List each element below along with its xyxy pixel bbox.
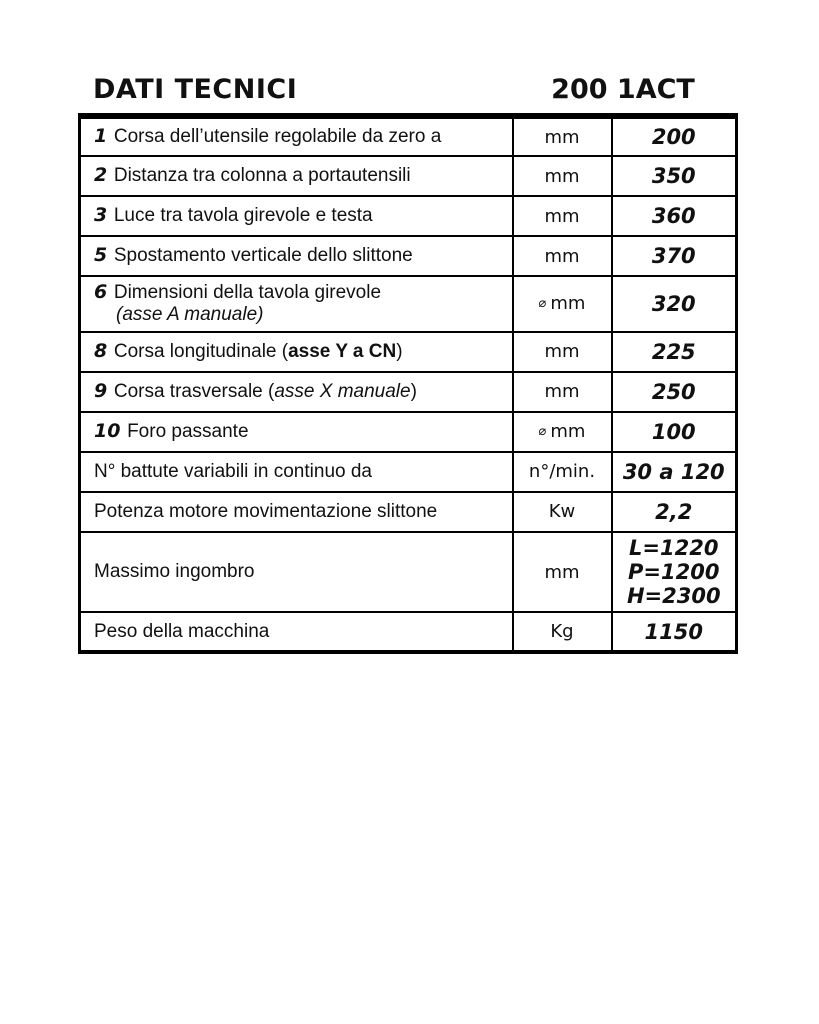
unit-label: mm xyxy=(550,293,586,315)
unit-label: mm xyxy=(544,341,580,363)
spec-row xyxy=(80,372,737,412)
unit-cell xyxy=(513,612,612,652)
page-title: DATI TECNICI xyxy=(93,74,298,105)
unit-cell xyxy=(513,156,612,196)
value-line: 100 xyxy=(651,419,696,444)
description-segment: 3 xyxy=(94,204,114,227)
value-cell xyxy=(612,612,737,652)
spec-description xyxy=(80,412,513,452)
description-segment: N° battute variabili in continuo da xyxy=(94,460,372,482)
spec-description xyxy=(80,156,513,196)
unit-cell xyxy=(513,452,612,492)
unit-label: mm xyxy=(544,126,580,148)
spec-description xyxy=(80,612,513,652)
description-segment: Dimensioni della tavola girevole xyxy=(113,282,382,303)
description-segment: asse Y a CN xyxy=(288,341,397,363)
value-line: L=1220 xyxy=(629,535,719,560)
description-segment: Corsa longitudinale ( xyxy=(113,341,289,363)
unit-cell xyxy=(513,532,612,612)
spec-row xyxy=(80,156,737,196)
spec-description xyxy=(80,196,513,236)
value-cell xyxy=(612,156,737,196)
spec-row xyxy=(80,276,737,332)
description-segment: ) xyxy=(396,341,403,363)
spec-table xyxy=(78,113,738,654)
unit-cell xyxy=(513,492,612,532)
unit-label: n°/min. xyxy=(528,461,596,483)
spec-description xyxy=(80,452,513,492)
value-line: 350 xyxy=(651,163,696,188)
value-line: 225 xyxy=(651,339,696,364)
spec-description xyxy=(80,276,513,332)
description-segment: 6 xyxy=(94,281,114,303)
diameter-icon: ⌀ xyxy=(538,296,547,312)
description-segment: 2 xyxy=(94,164,114,187)
spec-row xyxy=(80,452,737,492)
value-line: 320 xyxy=(651,291,696,316)
value-cell xyxy=(612,116,737,156)
unit-label: mm xyxy=(550,421,586,443)
unit-label: mm xyxy=(544,561,580,583)
unit-cell xyxy=(513,412,612,452)
spec-row xyxy=(80,532,737,612)
value-line: 360 xyxy=(651,203,696,228)
unit-label: mm xyxy=(544,165,580,187)
value-cell xyxy=(612,372,737,412)
value-line: 30 a 120 xyxy=(622,459,725,484)
description-segment: 5 xyxy=(94,244,114,267)
value-line: 200 xyxy=(651,124,696,149)
spec-description xyxy=(80,492,513,532)
unit-cell xyxy=(513,116,612,156)
description-segment: Corsa dell’utensile regolabile da zero a xyxy=(113,126,442,148)
diameter-icon: ⌀ xyxy=(538,424,547,440)
description-segment: Potenza motore movimentazione slittone xyxy=(94,500,438,522)
description-segment: Massimo ingombro xyxy=(94,560,255,582)
spec-row xyxy=(80,116,737,156)
header xyxy=(78,74,735,112)
description-segment: 10 xyxy=(94,420,128,443)
description-segment: Corsa trasversale ( xyxy=(113,381,275,403)
spec-row xyxy=(80,412,737,452)
description-segment: asse X manuale xyxy=(274,381,411,403)
unit-cell xyxy=(513,332,612,372)
description-segment: Peso della macchina xyxy=(94,620,270,642)
value-line: 2,2 xyxy=(655,499,693,524)
spec-row xyxy=(80,612,737,652)
value-cell xyxy=(612,412,737,452)
value-cell xyxy=(612,452,737,492)
value-cell xyxy=(612,532,737,612)
unit-label: mm xyxy=(544,245,580,267)
unit-cell xyxy=(513,196,612,236)
spec-table-body xyxy=(80,116,737,652)
unit-label: mm xyxy=(544,381,580,403)
description-segment: Luce tra tavola girevole e testa xyxy=(113,205,373,227)
unit-label: Kw xyxy=(548,501,576,523)
spec-description xyxy=(80,332,513,372)
spec-description xyxy=(80,236,513,276)
value-cell xyxy=(612,196,737,236)
description-segment: Foro passante xyxy=(127,421,249,443)
description-segment: 1 xyxy=(94,125,114,148)
unit-cell xyxy=(513,276,612,332)
description-segment: Distanza tra colonna a portautensili xyxy=(113,165,411,187)
unit-label: mm xyxy=(544,205,580,227)
unit-label: Kg xyxy=(550,621,574,643)
value-line: H=2300 xyxy=(626,584,721,609)
description-segment: (asse A manuale) xyxy=(116,304,264,326)
spec-row xyxy=(80,492,737,532)
value-cell xyxy=(612,236,737,276)
description-segment: Spostamento verticale dello slittone xyxy=(113,245,413,267)
value-line: 250 xyxy=(651,379,696,404)
unit-cell xyxy=(513,372,612,412)
unit-cell xyxy=(513,236,612,276)
value-line: 370 xyxy=(651,243,696,268)
spec-description xyxy=(80,116,513,156)
spec-row xyxy=(80,332,737,372)
value-line: P=1200 xyxy=(628,559,720,584)
value-cell xyxy=(612,276,737,332)
value-line: 1150 xyxy=(644,619,703,644)
model-number: 200 1ACT xyxy=(551,74,695,105)
description-segment: ) xyxy=(410,381,417,403)
spec-row xyxy=(80,236,737,276)
spec-row xyxy=(80,196,737,236)
value-cell xyxy=(612,492,737,532)
description-segment: 8 xyxy=(94,340,114,363)
description-segment: 9 xyxy=(94,380,114,403)
spec-description xyxy=(80,372,513,412)
spec-description xyxy=(80,532,513,612)
value-cell xyxy=(612,332,737,372)
